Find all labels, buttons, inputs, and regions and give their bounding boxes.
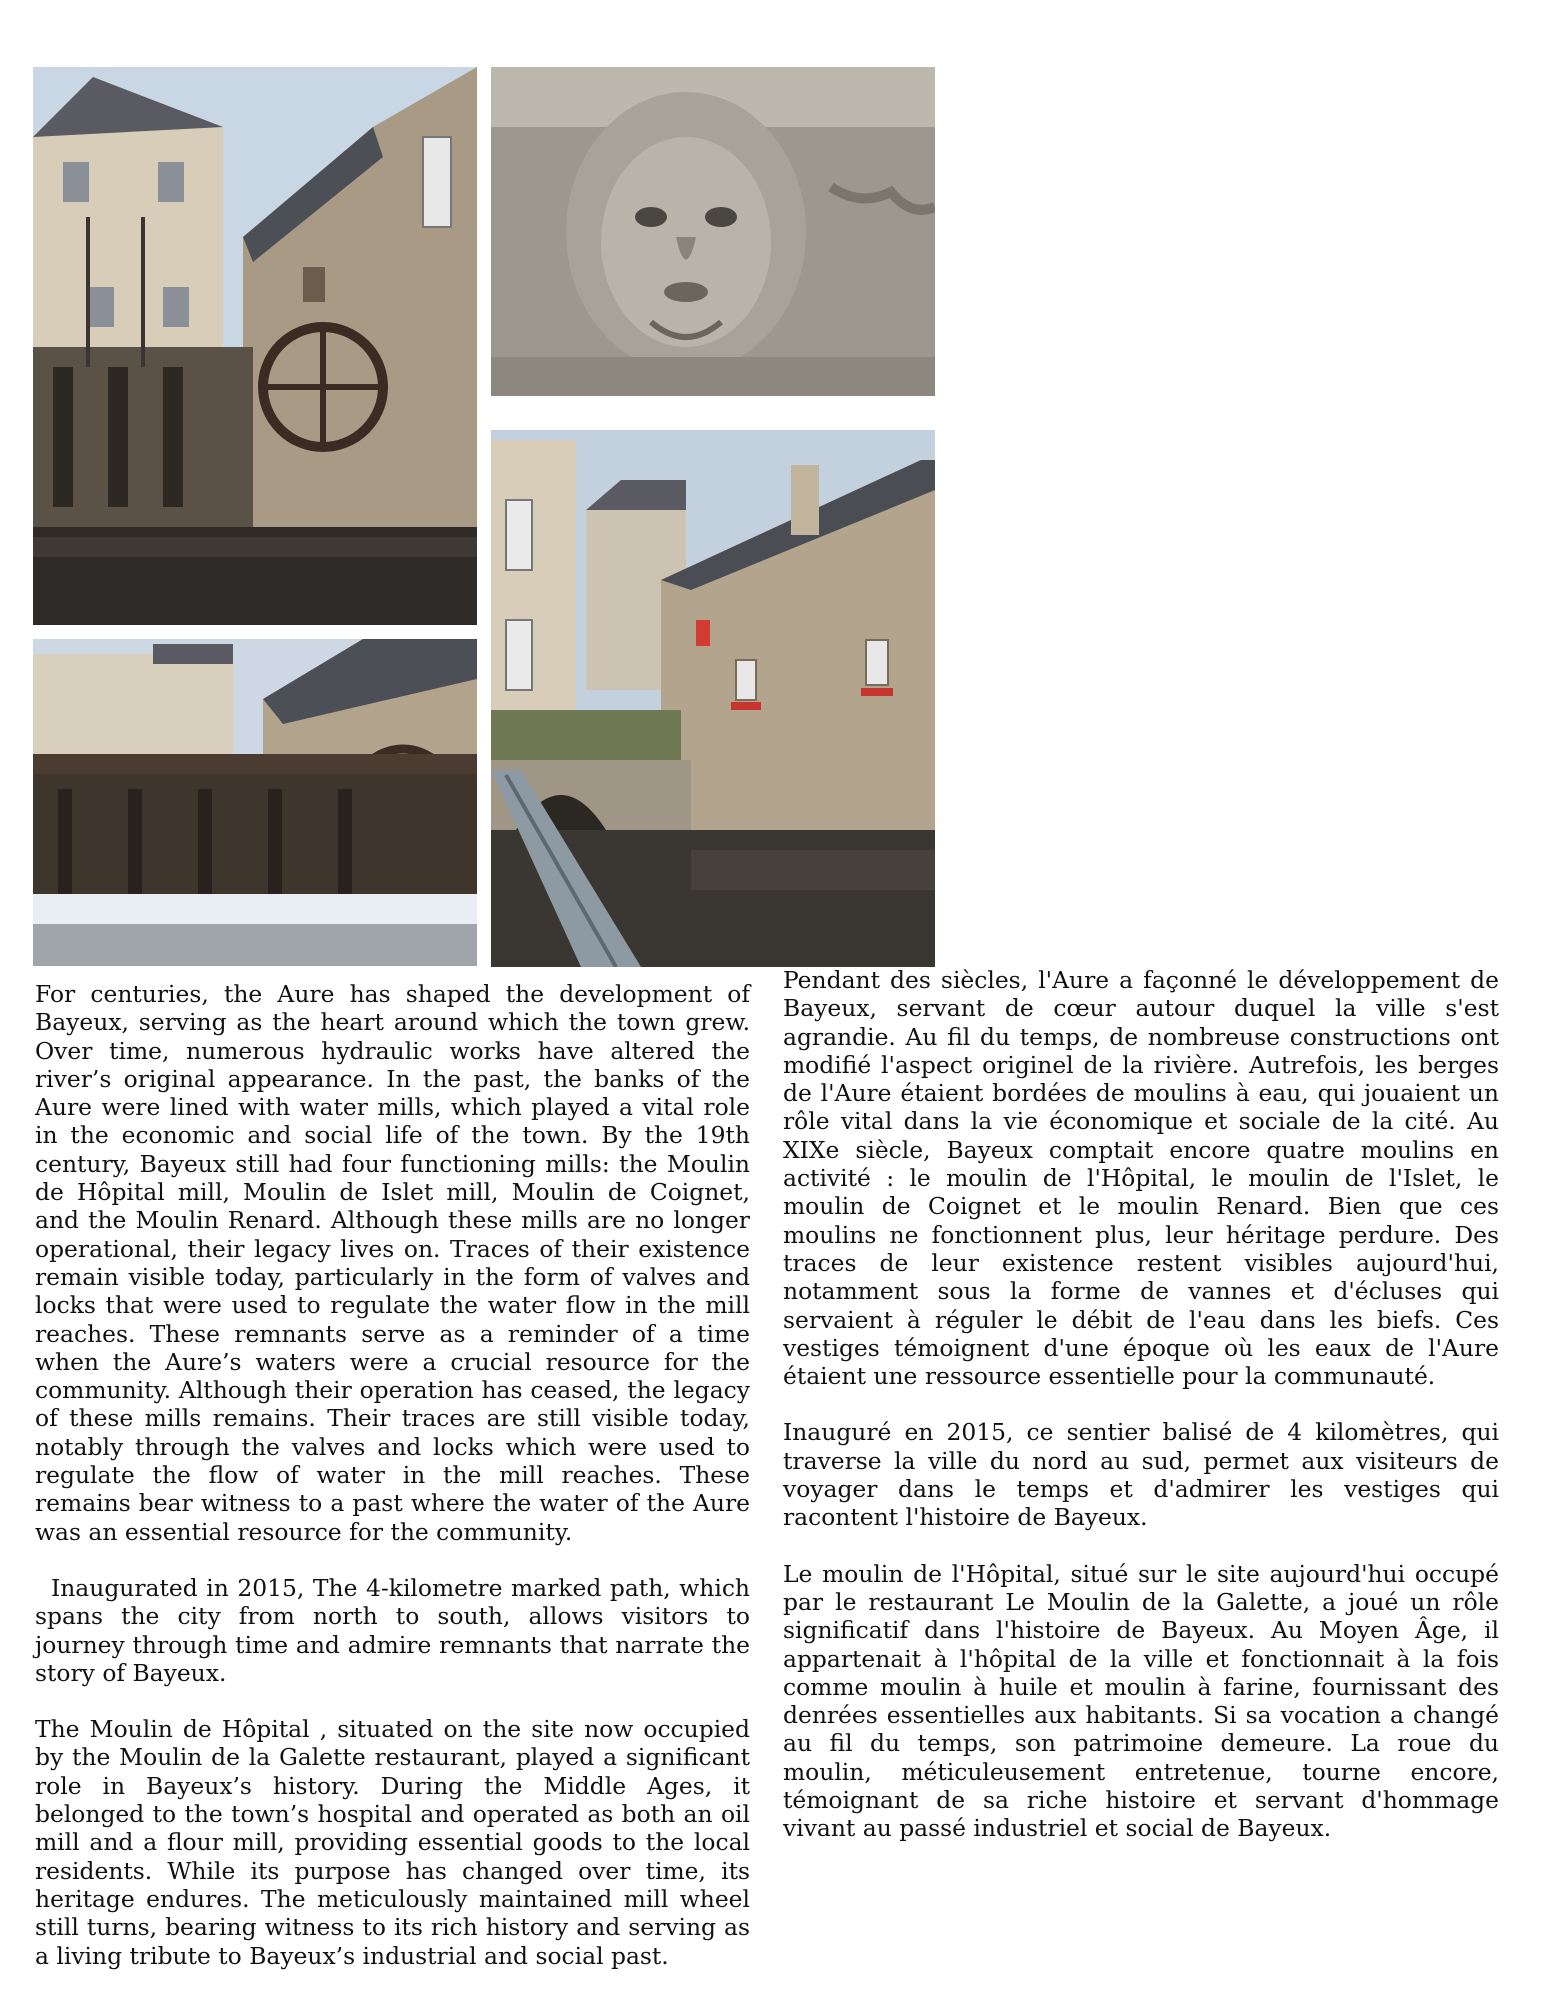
photo-mill-buildings xyxy=(33,67,477,625)
french-paragraph-3: Le moulin de l'Hôpital, situé sur le site aujourd'hui occupé par le restaurant Le Moulin de la Galette, a joué un rôle significatif dans l'histoire de Bayeux. Au Moyen Âge, il appartenait à l'hôpital de la ville et fonctionnait à la fois comme moulin à huile et moulin à farine, fournissant des denrées essentielles aux habitants. Si sa vocation a changé au fil du temps, son patrimoine demeure. La roue du moulin, méticuleusement entretenue, tourne encore, témoignant de sa riche histoire et servant d'hommage vivant au passé industriel et social de Bayeux. xyxy=(783,1559,1499,1843)
french-text-column xyxy=(783,966,1499,1843)
photo-sluice-gates xyxy=(33,639,477,966)
english-paragraph-2: Inaugurated in 2015, The 4-kilometre marked path, which spans the city from north to south, allows visitors to journey through time and admire remnants that narrate the story of Bayeux. xyxy=(35,1573,750,1687)
french-paragraph-2: Inauguré en 2015, ce sentier balisé de 4 kilomètres, qui traverse la ville du nord au sud, permet aux visiteurs de voyager dans le temps et d'admirer les vestiges qui racontent l'histoire de Bayeux. xyxy=(783,1418,1499,1532)
english-paragraph-1: For centuries, the Aure has shaped the development of Bayeux, serving as the heart around which the town grew. Over time, numerous hydraulic works have altered the river’s original appearance. In the past, the banks of the Aure were lined with water mills, which played a vital role in the economic and social life of the town. By the 19th century, Bayeux still had four functioning mills: the Moulin de Hôpital mill, Moulin de Islet mill, Moulin de Coignet, and the Moulin Renard. Although these mills are no longer operational, their legacy lives on. Traces of their existence remain visible today, particularly in the form of valves and locks that were used to regulate the water flow in the mill reaches. These remnants serve as a reminder of a time when the Aure’s waters were a crucial resource for the community. Although their operation has ceased, the legacy of these mills remains. Their traces are still visible today, notably through the valves and locks which were used to regulate the flow of water in the mill reaches. These remains bear witness to a past where the water of the Aure was an essential resource for the community. xyxy=(35,980,750,1546)
photo-stone-face xyxy=(491,67,935,396)
english-text-column xyxy=(35,980,750,1970)
photo-river-mill-house xyxy=(491,430,935,967)
french-paragraph-1: Pendant des siècles, l'Aure a façonné le développement de Bayeux, servant de cœur autour duquel la ville s'est agrandie. Au fil du temps, de nombreuse constructions ont modifié l'aspect originel de la rivière. Autrefois, les berges de l'Aure étaient bordées de moulins à eau, qui jouaient un rôle vital dans la vie économique et sociale de la cité. Au XIXe siècle, Bayeux comptait encore quatre moulins en activité : le moulin de l'Hôpital, le moulin de l'Islet, le moulin de Coignet et le moulin Renard. Bien que ces moulins ne fonctionnent plus, leur héritage perdure. Des traces de leur existence restent visibles aujourd'hui, notamment sous la forme de vannes et d'écluses qui servaient à réguler le débit de l'eau dans les biefs. Ces vestiges témoignent d'une époque où les eaux de l'Aure étaient une ressource essentielle pour la communauté. xyxy=(783,966,1499,1391)
english-paragraph-3: The Moulin de Hôpital , situated on the site now occupied by the Moulin de la Galette restaurant, played a significant role in Bayeux’s history. During the Middle Ages, it belonged to the town’s hospital and operated as both an oil mill and a flour mill, providing essential goods to the local residents. While its purpose has changed over time, its heritage endures. The meticulously maintained mill wheel still turns, bearing witness to its rich history and serving as a living tribute to Bayeux’s industrial and social past. xyxy=(35,1715,750,1970)
